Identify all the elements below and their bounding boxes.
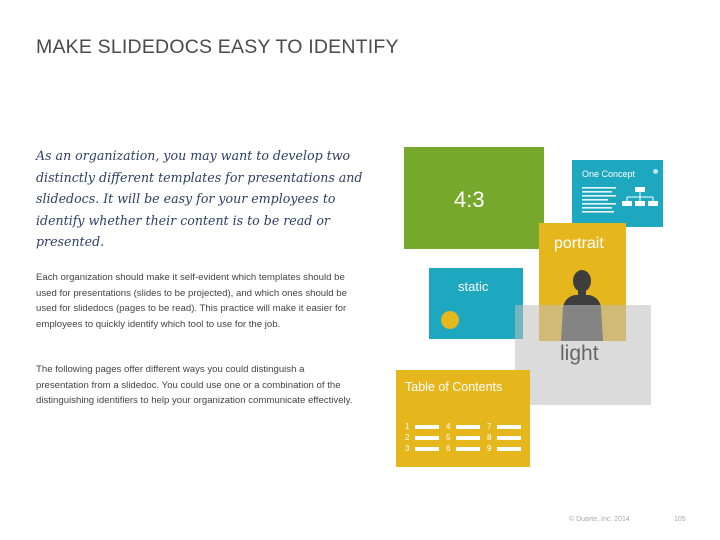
toc-number: 3	[405, 444, 410, 453]
toc-number: 6	[446, 444, 451, 453]
tile-light-label: light	[560, 342, 599, 365]
toc-number: 1	[405, 422, 410, 431]
tile-toc-label: Table of Contents	[405, 380, 503, 394]
toc-number: 8	[487, 433, 492, 442]
footer-copyright: © Duarte, Inc. 2014	[569, 516, 630, 523]
toc-number: 5	[446, 433, 451, 442]
tile-aspect-label: 4:3	[454, 187, 485, 212]
toc-bar	[497, 425, 521, 429]
toc-bar	[456, 447, 480, 451]
toc-number: 2	[405, 433, 410, 442]
tile-table-of-contents	[396, 370, 530, 467]
tile-static	[429, 268, 523, 339]
toc-bar	[456, 425, 480, 429]
body-paragraph-1: Each organization should make it self-evident which templates should be used for presentations (slides to be projected), and which ones should be used for slidedocs (pages to be read). This practice will make it easier for employees to quickly identify which tool to use for the job.	[36, 272, 347, 330]
toc-number: 4	[446, 422, 451, 431]
tile-static-label: static	[458, 279, 489, 294]
tile-one-concept-label: One Concept	[582, 169, 636, 179]
toc-bar	[497, 436, 521, 440]
body-paragraph-2: The following pages offer different ways you could distinguish a presentation from a slidedoc. You could use one or a combination of the distinguishing identifiers to help your organization communicate effectively.	[36, 364, 353, 407]
org-chart-icon	[622, 187, 658, 217]
tile-light	[515, 305, 651, 405]
toc-bar	[415, 436, 439, 440]
dot-icon	[653, 169, 658, 174]
tile-one-concept	[572, 160, 663, 227]
tile-aspect-ratio	[404, 147, 544, 249]
document-lines-icon	[582, 187, 618, 217]
toc-bar	[497, 447, 521, 451]
toc-bar	[415, 425, 439, 429]
lead-paragraph: As an organization, you may want to develop two distinctly different templates for presentations and slidedocs. It will be easy for your employees to identify whether their content is to be read or presented.	[36, 148, 363, 250]
circle-icon	[441, 311, 459, 329]
toc-bar	[415, 447, 439, 451]
toc-number: 9	[487, 444, 492, 453]
toc-bar	[456, 436, 480, 440]
footer-page-number: 105	[674, 516, 686, 523]
tile-portrait-label: portrait	[554, 235, 604, 252]
slide-title: MAKE SLIDEDOCS EASY TO IDENTIFY	[36, 36, 399, 58]
toc-number: 7	[487, 422, 492, 431]
